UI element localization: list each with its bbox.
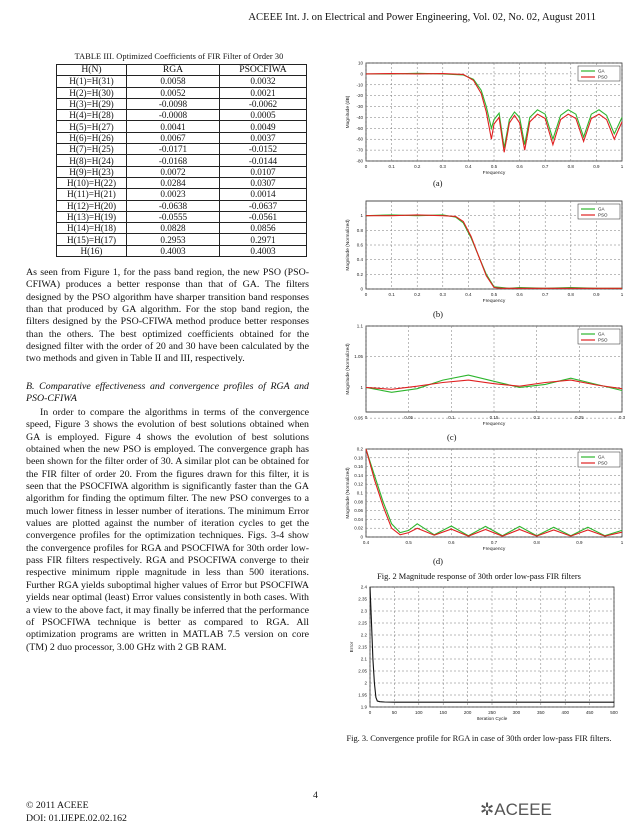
paragraph-convergence: In order to compare the algorithms in terms of the convergence speed, Figure 3 shows the evolution of best solutions obtained when GA is employed. Figure 4 shows the evolution of best solutions obtained when the new PSO is employed. The convergence graph has been shown for the filter order of 30. A similar plot can be obtained for the FIR filter of order 20. From the figures drawn for this filter, it is seen that the PSOCFIWA algorithm is significantly faster than the GA algorithm for finding the optimum filter. The new PSO converges to a much lower fitness in lesser number of iterations. The minimum Error values are plotted against the number of iteration cycles to get the convergence profiles for the optimization techniques. Figs. 3-4 show the convergence profiles for RGA and PSOCFIWA for 30th order low-pass FIR filters respectively. RGA and PSOCFIWA converge to their respective minimum ripple magnitude in less than 500 iterations. Further RGA yields suboptimal higher values of Error but PSOCFIWA yields near optimal (least) Error values consistently in both cases. With a view to the above fact, it may finally be inferred that the performance of PSOCFIWA technique is better as compared to RGA. All optimization programs are written in MATLAB 7.5 version on core (TM) 2 duo processor, 3.00 GHz with 2 GB RAM. bbox=[26, 407, 309, 653]
y-tick-label: 2 bbox=[364, 680, 367, 686]
table-cell: H(9)=H(23) bbox=[57, 166, 127, 177]
x-tick-label: 300 bbox=[512, 710, 521, 715]
x-tick-label: 200 bbox=[463, 710, 472, 715]
table-row bbox=[57, 87, 307, 98]
x-tick-label: 0 bbox=[364, 164, 368, 169]
x-tick-label: 350 bbox=[537, 710, 545, 715]
y-tick-label: 0.95 bbox=[354, 415, 363, 421]
legend-label: PSO bbox=[598, 460, 608, 466]
table-header-cell: PSOCFIWA bbox=[220, 65, 307, 76]
table-cell: -0.0637 bbox=[220, 200, 307, 211]
table-cell: H(4)=H(28) bbox=[57, 110, 127, 121]
x-axis-label: Frequency bbox=[482, 547, 506, 552]
y-tick-label: 2.15 bbox=[358, 644, 367, 650]
x-tick-label: 0 bbox=[368, 710, 372, 715]
y-tick-label: 0.02 bbox=[354, 525, 363, 531]
x-tick-label: 0.2 bbox=[414, 292, 421, 297]
table-row bbox=[57, 144, 307, 155]
table-cell: -0.0168 bbox=[127, 155, 220, 166]
y-tick-label: 0.06 bbox=[354, 508, 363, 514]
logo-text: ACEEE bbox=[494, 800, 552, 819]
aceee-logo bbox=[480, 800, 552, 820]
y-tick-label: 0.8 bbox=[356, 227, 363, 233]
table-row bbox=[57, 98, 307, 109]
x-tick-label: 1 bbox=[620, 292, 624, 297]
legend-label: GA bbox=[598, 68, 605, 74]
y-tick-label: 0.04 bbox=[354, 516, 363, 522]
table-cell: H(13)=H(19) bbox=[57, 211, 127, 222]
x-tick-label: 50 bbox=[391, 710, 397, 715]
x-tick-label: 0.8 bbox=[567, 164, 574, 169]
x-tick-label: 0.9 bbox=[593, 292, 600, 297]
page-number: 4 bbox=[313, 790, 318, 801]
table-cell: 0.0023 bbox=[127, 189, 220, 200]
table-row bbox=[57, 177, 307, 188]
table-cell: H(5)=H(27) bbox=[57, 121, 127, 132]
y-tick-label: 1 bbox=[360, 213, 363, 219]
table-cell: -0.0171 bbox=[127, 144, 220, 155]
x-tick-label: 0.3 bbox=[439, 292, 446, 297]
figure-2d-plot bbox=[328, 446, 628, 554]
y-tick-label: -40 bbox=[356, 114, 363, 120]
table-cell: 0.2971 bbox=[220, 234, 307, 245]
y-tick-label: 1 bbox=[360, 384, 363, 390]
table-row bbox=[57, 76, 307, 87]
x-tick-label: 1 bbox=[620, 540, 624, 545]
x-tick-label: 250 bbox=[488, 710, 496, 715]
y-tick-label: 1.9 bbox=[360, 704, 367, 710]
table-cell: H(16) bbox=[57, 245, 127, 256]
x-tick-label: 0.3 bbox=[618, 415, 626, 420]
table-row bbox=[57, 155, 307, 166]
x-tick-label: 0.4 bbox=[465, 164, 472, 169]
x-tick-label: 450 bbox=[585, 710, 594, 715]
figure-label-b: (b) bbox=[433, 309, 443, 319]
x-tick-label: 500 bbox=[610, 710, 618, 715]
table-cell: H(6)=H(26) bbox=[57, 132, 127, 143]
y-tick-label: 0 bbox=[360, 71, 363, 77]
table-body bbox=[57, 76, 307, 257]
y-tick-label: -30 bbox=[356, 104, 363, 110]
x-tick-label: 0.5 bbox=[490, 292, 498, 297]
table-cell: H(1)=H(31) bbox=[57, 76, 127, 87]
table-cell: 0.0021 bbox=[220, 87, 307, 98]
table-cell: -0.0144 bbox=[220, 155, 307, 166]
table-header-cell: H(N) bbox=[57, 65, 127, 76]
table-row bbox=[57, 132, 307, 143]
table-cell: 0.0067 bbox=[127, 132, 220, 143]
y-tick-label: 2.3 bbox=[360, 608, 367, 614]
legend-label: GA bbox=[598, 454, 605, 460]
logo-star-icon: ✲ bbox=[480, 800, 495, 819]
chart-group bbox=[345, 61, 624, 177]
table-row bbox=[57, 223, 307, 234]
y-tick-label: 0.2 bbox=[356, 446, 363, 452]
x-tick-label: 0.7 bbox=[542, 164, 549, 169]
y-tick-label: -80 bbox=[356, 158, 363, 164]
y-axis-label: Error bbox=[350, 641, 355, 653]
y-tick-label: 2.2 bbox=[360, 632, 367, 638]
table-cell: H(7)=H(25) bbox=[57, 144, 127, 155]
y-tick-label: 1.05 bbox=[354, 354, 363, 360]
legend-label: PSO bbox=[598, 337, 608, 343]
y-tick-label: 2.1 bbox=[360, 656, 367, 662]
x-tick-label: 0.2 bbox=[533, 415, 540, 420]
table-row bbox=[57, 211, 307, 222]
figure-2c-plot bbox=[328, 323, 628, 429]
table-cell: -0.0062 bbox=[220, 98, 307, 109]
table-cell: 0.0037 bbox=[220, 132, 307, 143]
y-tick-label: 0.08 bbox=[354, 499, 363, 505]
figure-2-caption: Fig. 2 Magnitude response of 30th order low-pass FIR filters bbox=[377, 572, 581, 581]
y-tick-label: 1.95 bbox=[358, 692, 367, 698]
table-cell: 0.0005 bbox=[220, 110, 307, 121]
x-axis-label: Frequency bbox=[482, 171, 506, 176]
y-tick-label: 0.12 bbox=[354, 481, 363, 487]
x-tick-label: 0.4 bbox=[465, 292, 472, 297]
table-row bbox=[57, 189, 307, 200]
table-cell: 0.2953 bbox=[127, 234, 220, 245]
x-axis-label: Frequency bbox=[482, 299, 506, 304]
table-cell: H(3)=H(29) bbox=[57, 98, 127, 109]
x-tick-label: 0.25 bbox=[574, 415, 584, 420]
coefficients-table bbox=[56, 64, 307, 257]
y-tick-label: -70 bbox=[356, 147, 363, 153]
y-tick-label: -10 bbox=[356, 82, 363, 88]
x-tick-label: 0.6 bbox=[516, 292, 523, 297]
y-tick-label: 0.16 bbox=[354, 464, 363, 470]
section-heading: B. Comparative effectiveness and convergence profiles of RGA and PSO-CFIWA bbox=[26, 381, 309, 405]
x-tick-label: 150 bbox=[439, 710, 447, 715]
x-tick-label: 0.5 bbox=[490, 164, 498, 169]
y-tick-label: 0.1 bbox=[356, 490, 363, 496]
x-tick-label: 0.1 bbox=[388, 164, 395, 169]
table-row bbox=[57, 234, 307, 245]
x-tick-label: 0.05 bbox=[404, 415, 414, 420]
x-tick-label: 0.6 bbox=[448, 540, 455, 545]
y-tick-label: -20 bbox=[356, 93, 363, 99]
table-cell: 0.0072 bbox=[127, 166, 220, 177]
x-tick-label: 0 bbox=[364, 292, 368, 297]
table-cell: 0.0014 bbox=[220, 189, 307, 200]
y-tick-label: 0 bbox=[360, 286, 363, 292]
y-axis-label: Magnitude (Normalized) bbox=[346, 467, 351, 519]
x-tick-label: 1 bbox=[620, 164, 624, 169]
x-tick-label: 0.1 bbox=[448, 415, 455, 420]
y-tick-label: 0.4 bbox=[356, 257, 363, 263]
table-cell: 0.0049 bbox=[220, 121, 307, 132]
table-cell: H(15)=H(17) bbox=[57, 234, 127, 245]
x-tick-label: 100 bbox=[415, 710, 423, 715]
figure-label-d: (d) bbox=[433, 556, 443, 566]
x-tick-label: 0 bbox=[364, 415, 368, 420]
y-tick-label: 10 bbox=[357, 60, 363, 66]
table-cell: H(11)=H(21) bbox=[57, 189, 127, 200]
table-row bbox=[57, 245, 307, 256]
x-tick-label: 400 bbox=[561, 710, 569, 715]
table-cell: H(8)=H(24) bbox=[57, 155, 127, 166]
table-cell: 0.0307 bbox=[220, 177, 307, 188]
y-tick-label: 0.2 bbox=[356, 271, 363, 277]
x-tick-label: 0.5 bbox=[405, 540, 412, 545]
table-cell: -0.0008 bbox=[127, 110, 220, 121]
paragraph-results: As seen from Figure 1, for the pass band region, the new PSO (PSO-CFIWA) produces a better response than that of GA. The filters designed by the PSO algorithm have sharper transition band responses than that produced by GA algorithm. For the stop band region, the filters designed by the PSO-CFIWA method produce better responses than the others. The best optimized coefficients obtained for the designed filter with the order of 20 and 30 have been calculated by the two methods and given in Table II and III, respectively. bbox=[26, 267, 309, 365]
table-cell: 0.0828 bbox=[127, 223, 220, 234]
x-tick-label: 0.2 bbox=[414, 164, 421, 169]
y-tick-label: 2.05 bbox=[358, 668, 367, 674]
x-axis-label: Frequency bbox=[482, 422, 506, 427]
table-cell: -0.0098 bbox=[127, 98, 220, 109]
figure-3-caption: Fig. 3. Convergence profile for RGA in case of 30th order low-pass FIR filters. bbox=[346, 734, 612, 743]
footer-doi: DOI: 01.IJEPE.02.02.162 bbox=[26, 813, 127, 824]
table-cell: H(12)=H(20) bbox=[57, 200, 127, 211]
table-cell: H(2)=H(30) bbox=[57, 87, 127, 98]
x-tick-label: 0.4 bbox=[362, 540, 370, 545]
x-tick-label: 0.7 bbox=[542, 292, 549, 297]
table-cell: -0.0152 bbox=[220, 144, 307, 155]
table-header-cell: RGA bbox=[127, 65, 220, 76]
y-tick-label: -50 bbox=[356, 125, 363, 131]
table-cell: -0.0555 bbox=[127, 211, 220, 222]
table-cell: 0.0041 bbox=[127, 121, 220, 132]
table-row bbox=[57, 200, 307, 211]
table-cell: H(14)=H(18) bbox=[57, 223, 127, 234]
table-cell: 0.4003 bbox=[127, 245, 220, 256]
y-tick-label: -60 bbox=[356, 136, 363, 142]
y-tick-label: 0.6 bbox=[356, 242, 363, 248]
legend-label: PSO bbox=[598, 212, 608, 218]
chart-group bbox=[345, 447, 624, 553]
x-tick-label: 0.7 bbox=[490, 540, 498, 545]
table-cell: 0.4003 bbox=[220, 245, 307, 256]
x-tick-label: 0.9 bbox=[576, 540, 583, 545]
table-cell: 0.0058 bbox=[127, 76, 220, 87]
figure-2b-plot bbox=[328, 198, 628, 308]
table-row bbox=[57, 110, 307, 121]
x-tick-label: 0.15 bbox=[489, 415, 499, 420]
x-tick-label: 0.8 bbox=[567, 292, 574, 297]
figure-2a-plot bbox=[328, 60, 628, 178]
y-tick-label: 1.1 bbox=[356, 323, 363, 329]
x-axis-label: Iteration Cycle bbox=[476, 717, 508, 722]
table-caption: TABLE III. Optimized Coefficients of FIR Filter of Order 30 bbox=[74, 52, 284, 61]
legend-label: GA bbox=[598, 206, 605, 212]
x-tick-label: 0.1 bbox=[388, 292, 395, 297]
table-cell: 0.0032 bbox=[220, 76, 307, 87]
y-tick-label: 0 bbox=[360, 534, 363, 540]
running-header: ACEEE Int. J. on Electrical and Power Engineering, Vol. 02, No. 02, August 2011 bbox=[248, 12, 596, 23]
figure-label-c: (c) bbox=[447, 432, 457, 442]
chart-group bbox=[345, 201, 624, 304]
y-tick-label: 2.4 bbox=[360, 584, 367, 590]
y-axis-label: Magnitude (dB) bbox=[346, 95, 351, 129]
x-tick-label: 0.8 bbox=[533, 540, 540, 545]
legend-label: PSO bbox=[598, 74, 608, 80]
chart-group bbox=[349, 585, 618, 723]
footer-copyright: © 2011 ACEEE bbox=[26, 800, 89, 811]
y-tick-label: 0.14 bbox=[354, 472, 363, 478]
table-cell: H(10)=H(22) bbox=[57, 177, 127, 188]
table-row bbox=[57, 121, 307, 132]
x-tick-label: 0.3 bbox=[439, 164, 446, 169]
y-tick-label: 0.18 bbox=[354, 455, 363, 461]
x-tick-label: 0.6 bbox=[516, 164, 523, 169]
y-tick-label: 2.35 bbox=[358, 596, 367, 602]
table-cell: -0.0561 bbox=[220, 211, 307, 222]
table-row bbox=[57, 166, 307, 177]
y-axis-label: Magnitude (Normalized) bbox=[346, 343, 351, 395]
figure-3-plot bbox=[340, 583, 622, 723]
y-tick-label: 2.25 bbox=[358, 620, 367, 626]
figure-label-a: (a) bbox=[433, 178, 443, 188]
chart-group bbox=[345, 324, 626, 428]
table-cell: 0.0284 bbox=[127, 177, 220, 188]
table-cell: 0.0107 bbox=[220, 166, 307, 177]
y-axis-label: Magnitude (Normalized) bbox=[346, 219, 351, 271]
table-cell: 0.0856 bbox=[220, 223, 307, 234]
x-tick-label: 0.9 bbox=[593, 164, 600, 169]
table-header-row bbox=[57, 65, 307, 76]
legend-label: GA bbox=[598, 331, 605, 337]
table-cell: -0.0638 bbox=[127, 200, 220, 211]
table-cell: 0.0052 bbox=[127, 87, 220, 98]
